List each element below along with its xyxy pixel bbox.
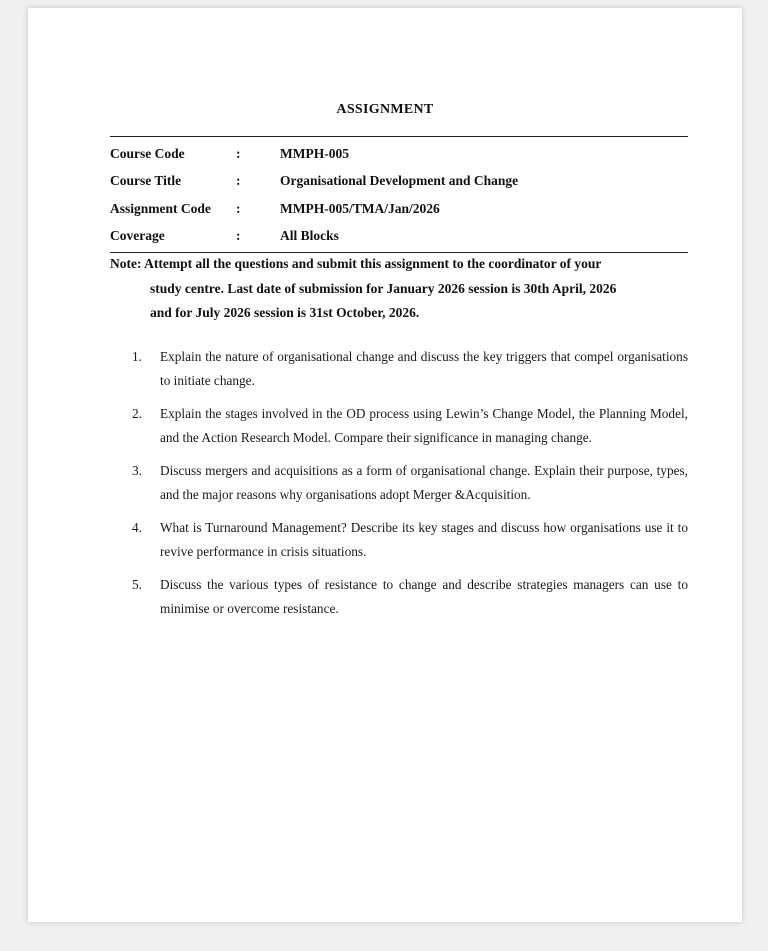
question-list: [124, 345, 688, 630]
info-colon: :: [236, 145, 241, 161]
page-title: ASSIGNMENT: [336, 102, 434, 117]
question-item: [124, 516, 688, 564]
course-info-table: [110, 136, 688, 253]
info-value: All Blocks: [280, 228, 339, 244]
info-label: Assignment Code: [110, 200, 211, 216]
submission-note: [110, 252, 670, 326]
info-row-coverage: [110, 223, 688, 251]
question-text: Explain the stages involved in the OD process using Lewin’s Change Model, the Planning Model, and the Action Research Model. Compare their significance in managing change.: [160, 406, 688, 445]
question-item: [124, 573, 688, 621]
info-row-course-code: [110, 140, 688, 168]
info-colon: :: [236, 228, 241, 244]
question-text: Explain the nature of organisational change and discuss the key triggers that compel organisations to initiate change.: [160, 349, 688, 388]
info-row-course-title: [110, 168, 688, 196]
question-text: Discuss mergers and acquisitions as a form of organisational change. Explain their purpose, types, and the major reasons why organisations adopt Merger &Acquisition.: [160, 463, 688, 502]
info-label: Course Title: [110, 173, 182, 189]
question-number: 4.: [132, 520, 142, 535]
info-value: MMPH-005: [280, 145, 349, 161]
info-colon: :: [236, 173, 241, 189]
info-value: Organisational Development and Change: [280, 173, 519, 189]
question-number: 5.: [132, 577, 142, 592]
info-label: Course Code: [110, 145, 185, 161]
document-page: [28, 8, 742, 922]
info-value: MMPH-005/TMA/Jan/2026: [280, 200, 440, 216]
note-line: study centre. Last date of submission for January 2026 session is 30th April, 2026: [150, 280, 617, 296]
question-item: [124, 402, 688, 450]
note-line: and for July 2026 session is 31st October, 2026.: [150, 305, 420, 320]
info-row-assignment-code: [110, 195, 688, 223]
question-text: Discuss the various types of resistance to change and describe strategies managers can use to minimise or overcome resistance.: [160, 577, 688, 616]
info-label: Coverage: [110, 228, 165, 244]
question-item: [124, 345, 688, 393]
question-number: 2.: [132, 406, 142, 421]
question-number: 1.: [132, 349, 142, 364]
question-number: 3.: [132, 463, 142, 478]
question-text: What is Turnaround Management? Describe its key stages and discuss how organisations use it to revive performance in crisis situations.: [160, 520, 688, 559]
info-colon: :: [236, 200, 241, 216]
question-item: [124, 459, 688, 507]
note-line: Note: Attempt all the questions and submit this assignment to the coordinator of your: [110, 256, 602, 271]
